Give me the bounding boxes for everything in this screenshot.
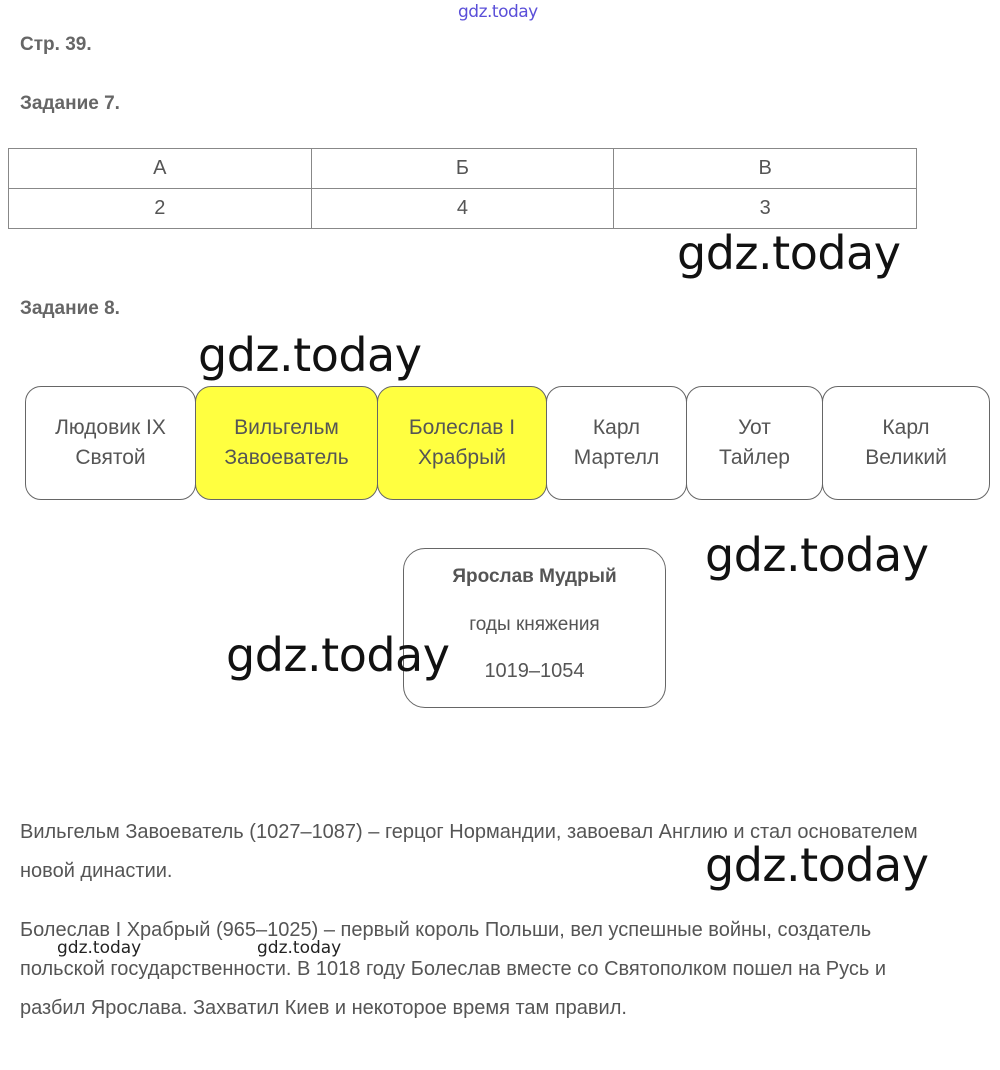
card-wilhelm: [195, 386, 378, 500]
yaroslav-subtitle: годы княжения: [469, 614, 600, 635]
card-label: Людовик IX Святой: [55, 416, 166, 469]
yaroslav-years: 1019–1054: [484, 660, 585, 682]
table-header-row: [9, 149, 917, 189]
table-header-cell: В: [614, 149, 917, 189]
watermark: gdz.today: [226, 628, 450, 682]
table-row: [9, 189, 917, 229]
paragraph-wilhelm: Вильгельм Завоеватель (1027–1087) – герцог Нормандии, завоевал Англию и стал основателем новой династии.: [20, 821, 918, 882]
task-7-title: Задание 7.: [20, 93, 120, 114]
table-header-cell: А: [9, 149, 312, 189]
yaroslav-name: Ярослав Мудрый: [452, 566, 617, 587]
card-label: Карл Мартелл: [573, 416, 660, 469]
card-label: Вильгельм Завоеватель: [224, 416, 349, 469]
table-header-cell: Б: [311, 149, 614, 189]
page-reference: Стр. 39.: [20, 34, 92, 55]
card-karl-martell: [546, 386, 687, 500]
watermark: gdz.today: [198, 328, 422, 382]
card-label: Болеслав I Храбрый: [408, 416, 516, 469]
table-cell: 3: [614, 189, 917, 229]
watermark: gdz.today: [257, 938, 342, 958]
task-7-answer-table: [8, 148, 917, 229]
card-ludovik: [25, 386, 196, 500]
watermark: gdz.today: [57, 938, 142, 958]
card-wat-tyler: [686, 386, 823, 500]
paragraph-boleslav: Болеслав I Храбрый (965–1025) – первый король Польши, вел успешные войны, создатель польской государственности. В 1018 году Болеслав вместе со Святополком пошел на Русь и разбил Ярослава. Захватил Киев и некоторое время там правил.: [20, 919, 887, 1019]
card-karl-velikiy: [822, 386, 990, 500]
watermark: gdz.today: [705, 528, 929, 582]
table-cell: 2: [9, 189, 312, 229]
task-8-title: Задание 8.: [20, 298, 120, 319]
watermark: gdz.today: [677, 226, 901, 280]
card-label: Карл Великий: [865, 416, 947, 469]
card-label: Уот Тайлер: [719, 416, 790, 469]
watermark: gdz.today: [705, 838, 929, 892]
table-cell: 4: [311, 189, 614, 229]
watermark-top: gdz.today: [458, 2, 538, 22]
card-boleslav: [377, 386, 547, 500]
